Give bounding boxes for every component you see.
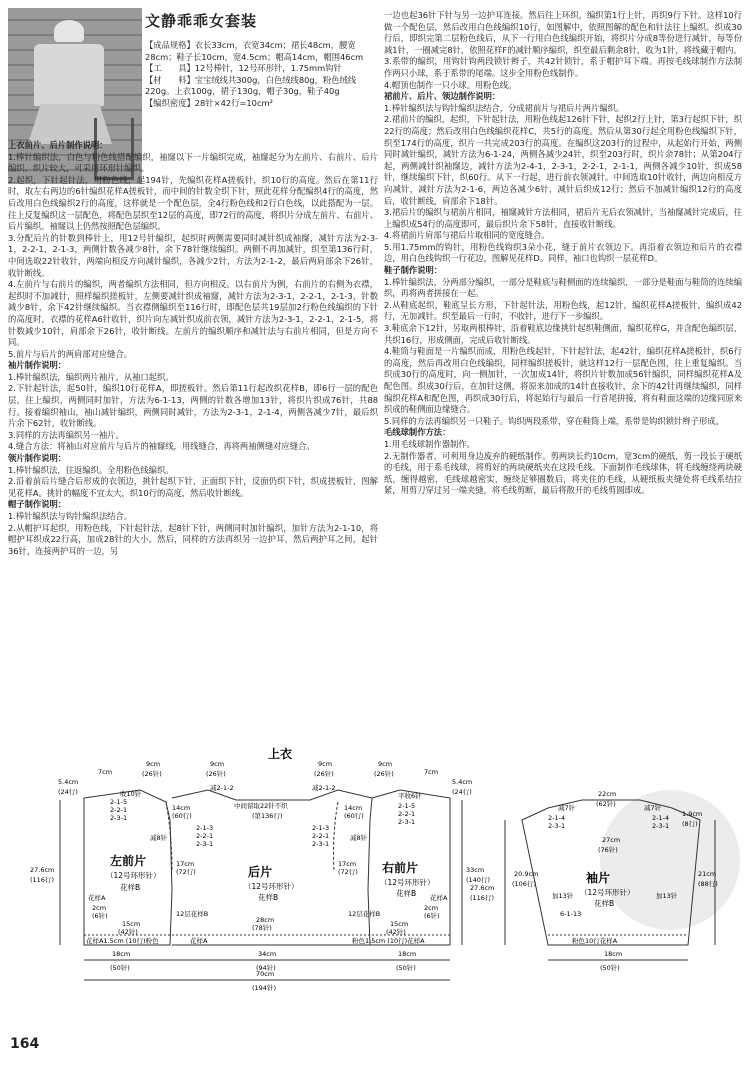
neck-top-l: 7cm bbox=[98, 768, 113, 776]
placket-cm-r: 2cm bbox=[424, 904, 439, 912]
left-paragraph: 3.分配后片的针数到棒针上，用12号针编织，起织时两侧需要同时减针织成袖窿，减针方法为2-3-1，2-2-1，2-1-3，两侧针数各减少8针，余下78针继续编织。两侧不再加减针，织至第136行时，中间选取22针收针，两端向相反方向减针编织，各减少2针，方法为2-1-2，最后两肩部余下26针，收针断线。 bbox=[8, 232, 378, 278]
armhole-rows-r: (60行) bbox=[344, 812, 364, 820]
bottom-r-cm: 18cm bbox=[398, 950, 417, 958]
sleeve-seq-l-1: 2-1-4 bbox=[548, 814, 566, 822]
sleeve-seq-r-1: 2-1-4 bbox=[652, 814, 670, 822]
back-shoulder-l-st: (26针) bbox=[206, 770, 226, 778]
schematic-diagram bbox=[0, 740, 750, 1030]
sleeve-bottom-st: (50针) bbox=[600, 964, 620, 972]
sleeve-h-rows: (106行) bbox=[512, 880, 536, 888]
neck-top-r: 7cm bbox=[424, 768, 439, 776]
spec-tools: 【工 具】12号棒针，12号环形针，1.75mm钩针 bbox=[145, 63, 342, 74]
neck-dec-right: 减2-1-2 bbox=[312, 784, 336, 792]
total-h-rows: (140行) bbox=[466, 876, 490, 884]
sleeve-sub: （12号环形针） bbox=[580, 888, 635, 897]
spec-materials: 【材 料】宝宝绒线共300g，白色绒线80g，粉色绒线220g。上衣100g，裙子130g，帽子30g，鞋子40g bbox=[145, 74, 357, 97]
right-paragraph: 4.帽顶也制作一只小球。用粉色线。 bbox=[384, 79, 517, 90]
right-paragraph: 3.系带的编织，用钩针钩两段锁针辫子，共42针锁针，系于帽护耳下端。再按毛线球制作方法制作两只小球，系于系带的尾端。这步全用粉色线制作。 bbox=[384, 56, 742, 78]
shoulder-left-st: (26针) bbox=[142, 770, 162, 778]
neck-label: 中间留取22针不织 bbox=[234, 802, 288, 810]
armhole-rows: (60行) bbox=[172, 812, 192, 820]
page-title: 文静乖乖女套装 bbox=[145, 12, 258, 30]
left-paragraph: 2.起织，下针起针法，用粉色线，起194针，先编织花样A搓板针，织10行的高度。然后在第11行时，取左右两边的6针编织花样A搓板针，而中间的针数全织下针，照此花样分配编织4行的高度，然后改用白色线编织2行的高度，这样就是一个配色层，全4行粉色线和2行白色线，以此搭配为一层。往上反复编织这一层配色，将配色层织至12层的高度，即72行的高度，将织片分成左前片、右前片、后片编织。袖窿以上仍然按照配色层编织。 bbox=[8, 174, 378, 232]
arm-dec-3: 2-3-1 bbox=[196, 840, 214, 848]
right-paragraph: 1.用毛线球制作器制作。 bbox=[384, 438, 475, 449]
arm-dec-2: 2-2-1 bbox=[196, 832, 214, 840]
hua-a-vertical-r: 花样A bbox=[430, 894, 448, 902]
neck-seq-r-3: 2-3-1 bbox=[398, 818, 416, 826]
neck-seq-r-2: 2-2-1 bbox=[398, 810, 416, 818]
back-w-cm: 28cm bbox=[256, 916, 275, 924]
bottom-total-st: (194针) bbox=[252, 984, 276, 992]
hem-left: 花样A1.5cm (10行)粉色 bbox=[86, 937, 159, 945]
right-front-sub: （12号环形针） bbox=[380, 878, 435, 887]
left-paragraph: 5.前片与后片的两肩部对应缝合。 bbox=[8, 348, 133, 359]
left-front-sub: （12号环形针） bbox=[106, 871, 161, 880]
sleeve-seq-r-2: 2-3-1 bbox=[652, 822, 670, 830]
left-instructions bbox=[8, 140, 378, 557]
bottom-l-st: (50针) bbox=[110, 964, 130, 972]
sleeve-pattern: 花样B bbox=[594, 899, 615, 908]
sleeve-cuff: 粉色10行花样A bbox=[572, 937, 618, 945]
sleeve-inc-r: 加13针 bbox=[656, 892, 678, 900]
sleeve-h-cm-r: 21cm bbox=[698, 870, 717, 878]
sleeve-mid-cm: 27cm bbox=[602, 836, 621, 844]
right-paragraph: 1.棒针编织法，分两部分编织，一部分是鞋底与鞋侧面的连续编织，一部分是鞋面与鞋筒的连续编织，再将两者拼接在一起。 bbox=[384, 276, 742, 299]
right-paragraph: 2.裙前片的编织，起织，下针起针法，用粉色线起126针下针，起织2行上针，第3行起织下针，织22行的高度；然后改用白色线编织花样C，共5行的高度。然后从第30行起全用粉色线编织下针，织至174行的高度，织片一共完成203行的高度。在编织这203行的过程中，从起始行开始，两侧同时减针编织，减针方法为6-1-24，两侧各减少24针，织至203行时，织片余78针；从第204行起，两侧减针织袖窿边，减针方法为2-4-1，2-3-1，2-2-1，2-1-1，两侧各减少10针，织成58针，继续编织下针，织60行。从下一行起，进行前衣领减针。中间选取10针收针，两边向相反方向减针，减针方法为2-1-6，两边各减少6针，减针后织成12行；然后不加减针编织12行的高度后，收针断线，肩部余下18针。 bbox=[384, 114, 742, 206]
neck-seq-3: 2-3-1 bbox=[110, 814, 128, 822]
back-shoulder-l-cm: 9cm bbox=[210, 760, 225, 768]
placket-st-r: (6针) bbox=[424, 912, 440, 920]
right-front-title: 右前片 bbox=[382, 861, 419, 875]
arm-in-r-rows: (72行) bbox=[338, 868, 358, 876]
left-paragraph: 1.棒针编织法，编织两片袖片。从袖口起织。 bbox=[8, 371, 174, 382]
sleeve-h-cm: 20.9cm bbox=[514, 870, 539, 878]
body-h-rows: (116行) bbox=[30, 876, 54, 884]
shoulder-drop-l-cm: 5.4cm bbox=[58, 778, 79, 786]
arm-dec-1: 2-1-3 bbox=[196, 824, 214, 832]
right-paragraph: 3.裙后片的编织与裙前片相同，袖窿减针方法相同，裙后片无后衣领减针，当袖窿减针完成后，往上编织成54行的高度即可，最后织片余下58针，直接收针断线。 bbox=[384, 207, 742, 229]
arm-in-l-rows: (72行) bbox=[176, 868, 196, 876]
page-number: 164 bbox=[10, 1036, 40, 1052]
left-paragraph: 1.棒针编织法，白色与粉色线搭配编织，袖窿以下一片编织完成，袖窿起分为左前片、右前片、后片编织。织片较大，可采用环形针编织。 bbox=[8, 151, 378, 174]
sleeve-bottom-cm: 18cm bbox=[604, 950, 623, 958]
spec-size: 【成品规格】衣长33cm，衣宽34cm；裙长48cm，腰宽28cm；鞋子长10cm，宽4.5cm；帽高14cm，帽围46cm bbox=[145, 40, 364, 62]
right-heading: 裙前片、后片、领边制作说明： bbox=[384, 91, 501, 102]
placket-st: (6针) bbox=[92, 912, 108, 920]
sleeve-seq-l-2: 2-3-1 bbox=[548, 822, 566, 830]
back-title: 后片 bbox=[248, 865, 273, 879]
bottom-l-cm: 18cm bbox=[112, 950, 131, 958]
right-paragraph: 2.从鞋底起织，鞋底呈长方形，下针起针法，用粉色线，起12针，编织花样A搓板针，编织成42行，无加减针。织至最后一行时，不收针，进行下一步编织。 bbox=[384, 299, 742, 322]
left-front-pattern: 花样B bbox=[120, 883, 141, 892]
shoulder-left-cm: 9cm bbox=[146, 760, 161, 768]
back-pattern: 花样B bbox=[258, 893, 279, 902]
hua-a-vertical-l: 花样A bbox=[88, 894, 106, 902]
neck-seq-2: 2-2-1 bbox=[110, 806, 128, 814]
left-paragraph: 4.左前片与右前片的编织，两者编织方法相同，但方向相反。以右前片为例，右前片的右侧为衣襟，起织时不加减针，照样编织搓板针，左侧要减针织成袖窿，减针方法为2-3-1，2-2-1，2-1-3，针数减少8针，余下42针继续编织。当衣襟侧编织至116行时，即配色层共19层加2行粉色线编织的下针的高度时，衣襟的花样A6针收针，织片向左减针织成前衣领，减针方法为2-3-1，2-2-1，2-1-5，将针数减少10针，肩部余下26针，收针断线。左前片的编织顺序和减针法与右前片相同，但是方向不同。 bbox=[8, 279, 378, 348]
front-w-l-st: (42针) bbox=[118, 928, 138, 936]
sleeve-title: 袖片 bbox=[586, 871, 611, 885]
spec-block bbox=[145, 40, 377, 110]
arm-in-r-cm: 17cm bbox=[338, 860, 357, 868]
front-w-l-cm: 15cm bbox=[122, 920, 141, 928]
back-shoulder-r-st: (26针) bbox=[314, 770, 334, 778]
left-paragraph: 1.棒针编织法与钩针编织法结合。 bbox=[8, 511, 133, 521]
left-heading: 帽子制作说明： bbox=[8, 499, 67, 510]
bottom-total-cm: 70cm bbox=[256, 970, 275, 978]
arm-in-l-cm: 17cm bbox=[176, 860, 195, 868]
sleeve-inc-seq: 6-1-13 bbox=[560, 910, 582, 918]
arm-dec-label-l: 减8针 bbox=[150, 834, 168, 842]
sleeve-dec-l: 减7针 bbox=[558, 804, 576, 812]
right-instructions bbox=[384, 10, 742, 497]
sleeve-dec-r: 减7针 bbox=[644, 804, 662, 812]
sleeve-inc-l: 加13针 bbox=[552, 892, 574, 900]
sleeve-cap-rows: (8行) bbox=[682, 820, 698, 828]
arm-dec-r-3: 2-3-1 bbox=[312, 840, 330, 848]
placket-cm: 2cm bbox=[92, 904, 107, 912]
sleeve-mid-st: (76针) bbox=[598, 846, 618, 854]
bottom-r-st: (50针) bbox=[396, 964, 416, 972]
layer-l: 12层花样B bbox=[176, 910, 209, 918]
layer-r: 12层花样B bbox=[348, 910, 381, 918]
hem-right: 粉色1.5cm (10行)花样A bbox=[352, 937, 425, 945]
body-h-rows-r: (116行) bbox=[470, 894, 494, 902]
sleeve-top-cm: 22cm bbox=[598, 790, 617, 798]
right-paragraph: 1.棒针编织法与钩针编织法结合，分成裙前片与裙后片两片编织。 bbox=[384, 102, 625, 113]
left-heading: 袖片制作说明： bbox=[8, 360, 67, 371]
left-paragraph: 2.沿着前后片缝合后形成的衣领边，挑针起织下针，正面织下针，反面仍织下针，织成搓板针，图解见花样A。挑针的幅度不宜太大，织10行的高度，然后收针断线。 bbox=[8, 476, 378, 498]
body-h-cm: 27.6cm bbox=[30, 866, 55, 874]
arm-dec-r-2: 2-2-1 bbox=[312, 832, 330, 840]
hem-mid: 花样A bbox=[190, 937, 208, 945]
right-paragraph: 4.将裙前片肩部与裙后片取相同的宽度缝合。 bbox=[384, 230, 550, 241]
right-paragraph: 5.同样的方法再编织另一只鞋子。钩织两段系带，穿在鞋筒上端，系带是钩织锁针辫子形成。 bbox=[384, 415, 724, 426]
neck-seq-r-1: 2-1-5 bbox=[398, 802, 416, 810]
back-w-st: (78针) bbox=[252, 924, 272, 932]
bottom-m-cm: 34cm bbox=[258, 950, 277, 958]
neck-rows: (第136行) bbox=[252, 812, 283, 820]
back-shoulder-r-cm: 9cm bbox=[318, 760, 333, 768]
shoulder-drop-l-rows: (24行) bbox=[58, 788, 78, 796]
front-w-r-cm: 15cm bbox=[390, 920, 409, 928]
armhole-cm: 14cm bbox=[172, 804, 191, 812]
arm-dec-label-r: 减8针 bbox=[350, 834, 368, 842]
front-neck-right: 平收6针 bbox=[398, 792, 422, 800]
right-heading: 毛线球制作方法： bbox=[384, 427, 451, 438]
spec-density: 【编织密度】28针×42行=10cm² bbox=[145, 97, 273, 108]
shoulder-right-cm: 9cm bbox=[378, 760, 393, 768]
neck-dec-left: 减2-1-2 bbox=[210, 784, 234, 792]
back-sub: （12号环形针） bbox=[244, 882, 299, 891]
bottom-m-st: (94针) bbox=[256, 964, 276, 972]
right-paragraph: 5.用1.75mm的钩针，用粉色线钩织3朵小花，缝于前片衣领边下。再沿着衣领边和后片的衣襟边，用白色线钩织一行花边，图解见花样D。同样，袖口也钩织一层花样D。 bbox=[384, 241, 742, 264]
total-h-cm: 33cm bbox=[466, 866, 485, 874]
shoulder-drop-r-rows: (24行) bbox=[452, 788, 472, 796]
left-paragraph: 3.同样的方法再编织另一袖片。 bbox=[8, 429, 124, 440]
armhole-cm-r: 14cm bbox=[344, 804, 363, 812]
body-h-cm-r: 27.6cm bbox=[470, 884, 495, 892]
left-front-title: 左前片 bbox=[110, 854, 147, 868]
left-paragraph: 2.从帽护耳起织，用粉色线，下针起针法，起8针下针，两侧同时加针编织，加针方法为2-1-10，将帽护耳织成22行高，加成28针的大小。然后，同样的方法再织另一边护耳，然后两护耳之间，起针36针，连接两护耳的一边，另 bbox=[8, 522, 378, 556]
left-paragraph: 2.下针起针法，起50针，编织10行花样A，即搓板针。然后第11行起改织花样B，即6行一层的配色层，往上编织，两侧同时加针，方法为6-1-13，两侧的针数各增加13针，将织片织成76针，共88行。接着编织袖山，袖山减针编织，两侧同时减针，方法为2-3-1，2-1-4，两侧各减少7针，最后织片余下62针，收针断线。 bbox=[8, 383, 378, 429]
left-heading: 领片制作说明： bbox=[8, 453, 67, 464]
right-paragraph: 2.无制作器者，可利用身边废弃的硬纸制作。剪两块长约10cm，宽3cm的硬纸，剪一段长于硬纸的毛线，用于系毛线球，将剪好的两块硬纸夹在这段毛线。下面制作毛线球体，将毛线缠绕两块硬纸，缠得越密，毛线球越密实，缠绕足够圈数后，将夹住的毛线，从硬纸板夹缝处将毛线系结拉紧，用剪刀穿过另一端夹缝，将毛线剪断，最后将散开的毛线剪圆即成。 bbox=[384, 450, 742, 496]
sleeve-cap-cm: 1.9cm bbox=[682, 810, 703, 818]
arm-dec-r-1: 2-1-3 bbox=[312, 824, 330, 832]
right-front-pattern: 花样B bbox=[396, 889, 417, 898]
right-heading: 鞋子制作说明： bbox=[384, 265, 443, 276]
left-heading: 上衣前片、后片制作说明： bbox=[8, 140, 108, 150]
sleeve-h-rows-r: (88行) bbox=[698, 880, 718, 888]
left-paragraph: 1.棒针编织法，往返编织。全用粉色线编织。 bbox=[8, 464, 174, 475]
shoulder-right-st: (26针) bbox=[374, 770, 394, 778]
front-w-r-st: (42针) bbox=[386, 928, 406, 936]
sleeve-top-st: (62针) bbox=[596, 800, 616, 808]
left-paragraph: 4.缝合方法：将袖山对应前片与后片的袖窿线，用线缝合，再将两袖侧缝对应缝合。 bbox=[8, 441, 315, 452]
right-paragraph: 3.鞋底余下12针，另取两根棒针，沿着鞋底边缘挑针起织鞋侧面，编织花样G，并含配色编织层，共织16行，形成侧面，完成后收针断线。 bbox=[384, 323, 742, 345]
right-paragraph: 一边也起36针下针与另一边护耳连接。然后往上环织，编织第1行上针，再织9行下针。这样10行做一个配色层，然后改用白色线编织10行，如图解中，依照图解的配色和针法往上编织。织成30行后，即织完第二层粉色线后，从下一行用白色线编织开始，将织片分成8等份进行减针，每等份减1针，一圈减完8针，依照花样F的减针顺序编织，织至最后剩余8针，收为1针，将线藏于帽内。 bbox=[384, 10, 742, 55]
neck-seq-1: 2-1-5 bbox=[110, 798, 128, 806]
front-neck-left: 收10针 bbox=[120, 790, 142, 798]
top-title: 上衣 bbox=[268, 747, 293, 761]
right-paragraph: 4.鞋筒与鞋面是一片编织而成，用粉色线起针，下针起针法，起42针，编织花样A搓板针，织6行的高度，然后再改用白色线编织，同样编织搓板针，就这样12行一层配色图，往上重复编织。当织成30行的高度时，向一侧加针，一次加成14针，将织片针数加成56针编织，同样编织花样A及配色图。织成30行后，在加针这侧，将原来加成的14针直接收针，余下的42针再继续编织，同样编织花样A和配色图，再织成30行后，将起始行与最后一行首尾拼接，将有鞋面这端的边缘同原来织成的鞋侧面边缘缝合。 bbox=[384, 346, 742, 415]
shoulder-drop-r-cm: 5.4cm bbox=[452, 778, 473, 786]
